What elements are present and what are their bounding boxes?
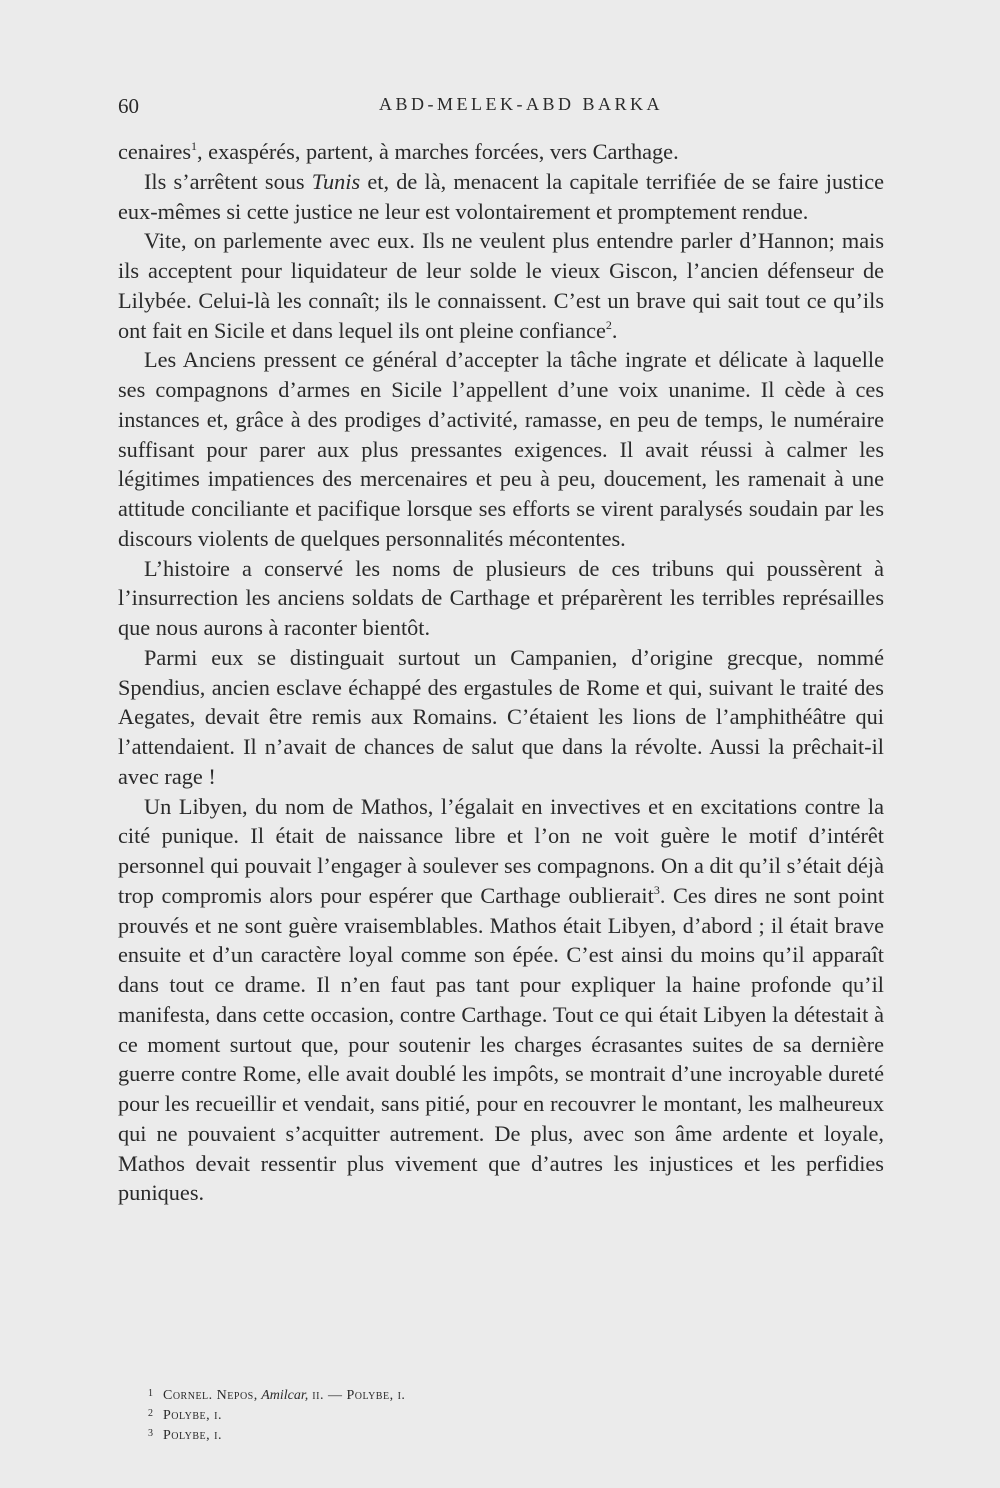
text-span: .: [611, 317, 618, 343]
footnote-ref: 2: [605, 317, 612, 332]
page-header: [118, 94, 884, 124]
footnote-text: Polybe, i.: [163, 1408, 222, 1423]
text-span: Vite, on parlemente avec eux. Ils ne veulent plus entendre parler d’Hannon; mais ils acceptent pour liquidateur de leur solde le vieux Giscon, l’ancien défenseur de Lilybée. Celui-là les connaît; ils le connaissent. C’est un brave qui sait tout ce qu’ils ont fait en Sicile et dans lequel ils ont pleine confiance: [118, 228, 884, 343]
paragraph: L’histoire a conservé les noms de plusieurs de ces tribuns qui poussèrent à l’insurrection les anciens soldats de Carthage et préparèrent les terribles représailles que nous aurons à raconter bientôt.: [118, 555, 884, 640]
footnote: [148, 1385, 848, 1405]
paragraph: Les Anciens pressent ce général d’accepter la tâche ingrate et délicate à laquelle ses compagnons d’armes en Sicile l’appellent d’une voix unanime. Il cède à ces instances et, grâce à des prodiges d’activité, ramasse, en peu de temps, le numéraire suffisant pour parer aux plus pressantes exigences. Il avait réussi à calmer les légitimes impatiences des mercenaires et peu à peu, doucement, les ramenait à une attitude conciliante et pacifique lorsque ses efforts se virent paralysés soudain par les discours violents de quelques personnalités mécontentes.: [118, 347, 884, 551]
text-span: et, de là, menacent la capitale terrifiée de se faire justice eux-mêmes si cette justice ne leur est volontairement et promptement rendue.: [118, 168, 884, 224]
footnote-mark: 1: [148, 1388, 153, 1399]
paragraph: Parmi eux se distinguait surtout un Campanien, d’origine grecque, nommé Spendius, ancien esclave échappé des ergastules de Rome et qui, suivant le traité des Aegates, devait être remis aux Romains. C’étaient les lions de l’amphithéâtre qui l’attendaient. Il n’avait de chances de salut que dans la révolte. Aussi la prêchait-il avec rage !: [118, 644, 884, 789]
paragraph: [118, 167, 884, 227]
footnote-ref: 1: [191, 139, 198, 153]
body-text: [118, 137, 884, 1208]
text-span: Ils s’arrêtent sous: [144, 168, 312, 194]
footnotes: [148, 1385, 848, 1445]
footnote-title: Amilcar,: [261, 1388, 309, 1403]
footnote-mark: 2: [148, 1408, 153, 1419]
footnote-ref: 3: [653, 882, 660, 897]
text-span: Un Libyen, du nom de Mathos, l’égalait en invectives et en excitations contre la cité punique. Il était de naissance libre et l’on ne voit guère le motif d’intérêt personnel qui pouvait l’engager à soulever ses compagnons. On a dit qu’il s’était déjà trop compromis alors pour espérer que Carthage oublierait: [118, 793, 884, 908]
footnote: [148, 1425, 848, 1445]
text-span: cenaires: [118, 139, 192, 164]
footnote-text: Polybe, i.: [163, 1428, 222, 1443]
paragraph: [118, 226, 884, 345]
footnote: [148, 1405, 848, 1425]
footnote-mark: 3: [148, 1428, 153, 1439]
page-number: 60: [118, 94, 139, 118]
footnote-author: Cornel. Nepos,: [163, 1388, 258, 1403]
running-title: ABD-MELEK-ABD BARKA: [379, 94, 663, 114]
paragraph: [118, 137, 884, 167]
place-name: Tunis: [311, 168, 361, 194]
text-span: , exaspérés, partent, à marches forcées, vers Carthage.: [197, 139, 679, 164]
paragraph: [118, 792, 884, 1209]
text-span: . Ces dires ne sont point prouvés et ne sont guère vraisemblables. Mathos était Libyen, d’abord ; il était brave ensuite et d’un caractère loyal comme son épée. C’est ainsi du moins qu’il apparaît dans tout ce drame. Il n’en faut pas tant pour expliquer la haine profonde qu’il manifesta, dans cette occasion, contre Carthage. Tout ce qui était Libyen la détestait à ce moment surtout que, pour soutenir les charges écrasantes suites de sa dernière guerre contre Rome, elle avait doublé les impôts, se montrait d’une incroyable dureté pour les recueillir et vendait, sans pitié, pour en recouvrer le montant, les malheureux qui ne pouvaient s’acquitter autrement. De plus, avec son âme ardente et loyale, Mathos devait ressentir plus vivement que d’autres les injustices et les perfidies puniques.: [118, 882, 885, 1206]
footnote-text: ii. — Polybe, i.: [308, 1388, 406, 1403]
